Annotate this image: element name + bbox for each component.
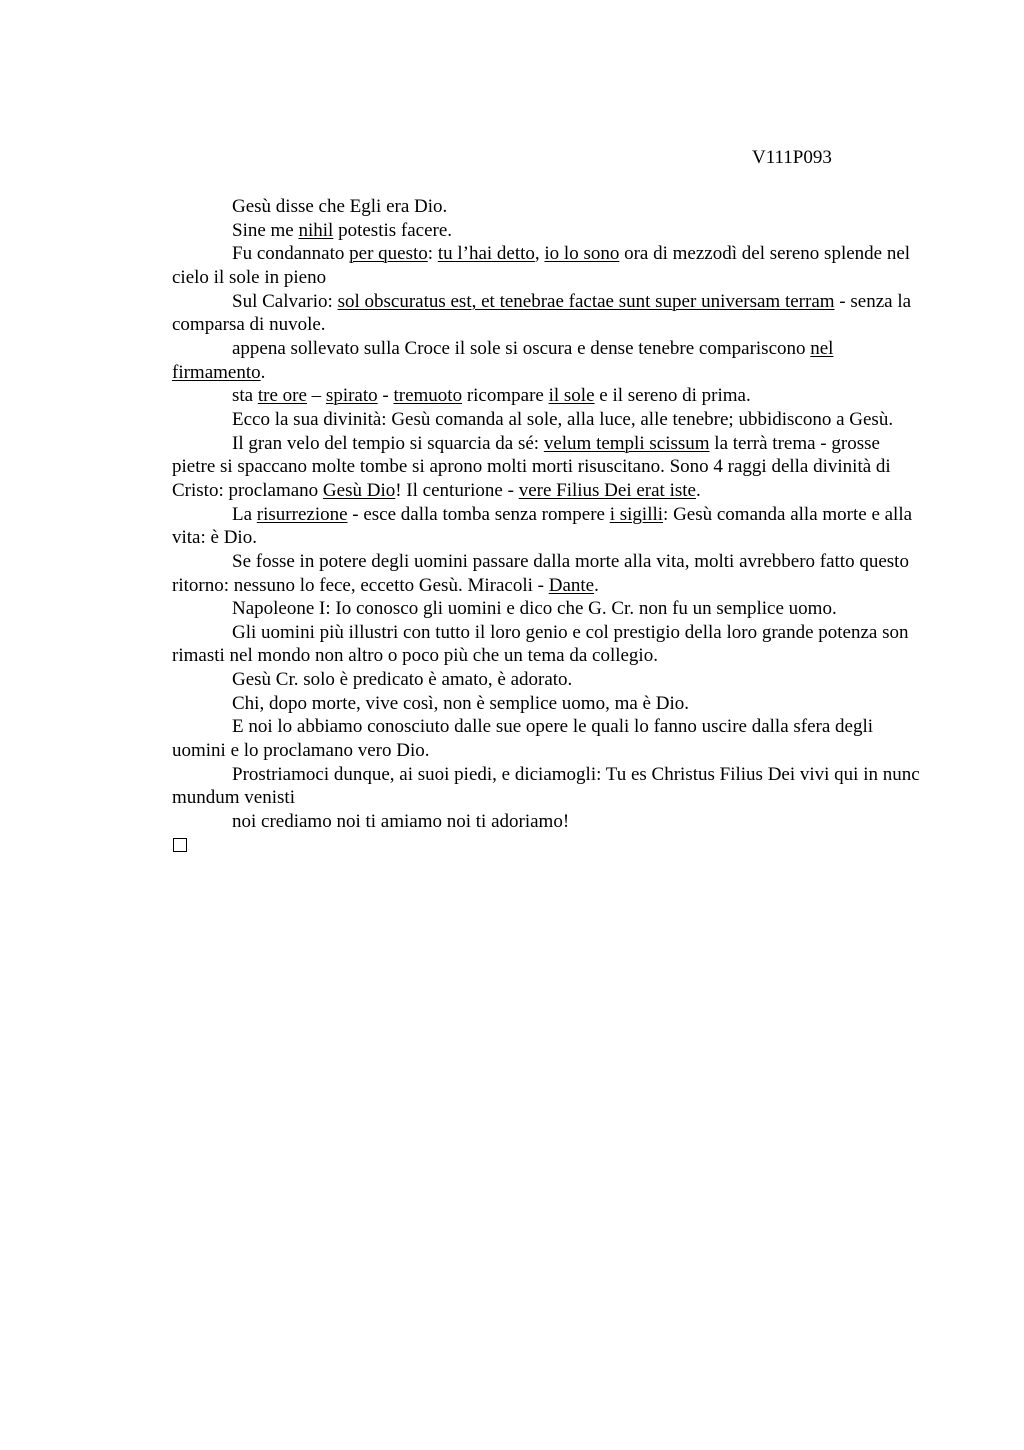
end-square-icon xyxy=(173,838,187,852)
paragraph xyxy=(172,384,922,408)
paragraph xyxy=(172,621,922,668)
text-segment: . xyxy=(594,574,599,596)
underlined-text: velum templi scissum xyxy=(543,432,710,454)
text-segment: La xyxy=(232,503,257,525)
paragraph xyxy=(172,715,922,762)
text-segment: – xyxy=(306,385,326,407)
text-segment: Il gran velo del tempio si squarcia da sé: xyxy=(232,432,544,454)
text-segment: Sul Calvario: xyxy=(232,290,338,312)
underlined-text: io lo sono xyxy=(544,243,620,265)
text-segment: Gesù Cr. solo è predicato è amato, è adorato. xyxy=(232,669,573,691)
text-segment: Sine me xyxy=(232,219,299,241)
text-segment: appena sollevato sulla Croce il sole si oscura e dense tenebre compariscono xyxy=(232,337,811,359)
underlined-text: risurrezione xyxy=(256,503,348,525)
underlined-text: sol obscuratus est, et tenebrae factae sunt super universam terram xyxy=(337,290,835,312)
text-segment: Se fosse in potere degli uomini passare dalla morte alla vita, molti avrebbero fatto questo ritorno: nessuno lo fece, eccetto Gesù. Miracoli - xyxy=(172,550,909,596)
paragraph xyxy=(172,337,922,384)
text-segment: - xyxy=(377,385,394,407)
paragraph xyxy=(172,408,922,432)
underlined-text: i sigilli xyxy=(609,503,664,525)
underlined-text: il sole xyxy=(548,385,595,407)
paragraph xyxy=(172,432,922,503)
text-segment: ricompare xyxy=(462,385,549,407)
underlined-text: vere Filius Dei erat iste xyxy=(518,479,696,501)
text-segment: Prostriamoci dunque, ai suoi piedi, e diciamogli: Tu es Christus Filius Dei vivi qui in nunc mundum venisti xyxy=(172,763,920,809)
text-segment: : Gesù comanda alla morte e alla vita: è Dio. xyxy=(172,503,913,549)
text-segment: - senza la comparsa di nuvole. xyxy=(172,290,912,336)
text-segment: : xyxy=(427,243,438,265)
text-segment: E noi lo abbiamo conosciuto dalle sue opere le quali lo fanno uscire dalla sfera degli uomini e lo proclamano vero Dio. xyxy=(172,716,874,762)
text-segment: Napoleone I: Io conosco gli uomini e dico che G. Cr. non fu un semplice uomo. xyxy=(232,598,837,620)
paragraph xyxy=(172,810,922,834)
paragraph xyxy=(172,242,922,289)
paragraph xyxy=(172,763,922,810)
text-segment: e il sereno di prima. xyxy=(594,385,751,407)
text-segment: potestis facere. xyxy=(333,219,453,241)
text-segment: la terrà trema - grosse pietre si spaccano molte tombe si aprono molti morti risuscitano. Sono 4 raggi della divinità di Cristo: proclamano xyxy=(172,432,891,501)
paragraph xyxy=(172,668,922,692)
paragraph xyxy=(172,692,922,716)
underlined-text: per questo xyxy=(349,243,428,265)
paragraph xyxy=(172,503,922,550)
text-segment: , xyxy=(534,243,545,265)
text-segment: Fu condannato xyxy=(232,243,350,265)
underlined-text: tre ore xyxy=(257,385,307,407)
underlined-text: tremuoto xyxy=(393,385,463,407)
text-segment: . xyxy=(260,361,266,383)
end-marker-line xyxy=(172,834,922,859)
text-segment: . xyxy=(695,479,701,501)
document-body xyxy=(172,195,922,858)
paragraph xyxy=(172,290,922,337)
paragraph xyxy=(172,597,922,621)
page-identifier: V111P093 xyxy=(752,147,832,168)
text-segment: Chi, dopo morte, vive così, non è semplice uomo, ma è Dio. xyxy=(232,692,689,714)
paragraph xyxy=(172,195,922,219)
text-segment: sta xyxy=(232,385,258,407)
underlined-text: spirato xyxy=(325,385,378,407)
text-segment: Gli uomini più illustri con tutto il loro genio e col prestigio della loro grande potenza son rimasti nel mondo non altro o poco più che un tema da collegio. xyxy=(172,621,909,667)
underlined-text: tu l’hai detto xyxy=(437,243,535,265)
text-segment: ora di mezzodì del sereno splende nel cielo il sole in pieno xyxy=(172,243,911,288)
underlined-text: Gesù Dio xyxy=(322,479,396,501)
text-segment: - esce dalla tomba senza rompere xyxy=(347,503,610,525)
text-segment: noi crediamo noi ti amiamo noi ti adoriamo! xyxy=(232,811,570,833)
text-segment: Ecco la sua divinità: Gesù comanda al sole, alla luce, alle tenebre; ubbidiscono a Gesù. xyxy=(232,408,894,430)
underlined-text: nel firmamento xyxy=(172,337,834,383)
text-segment: ! Il centurione - xyxy=(395,479,519,501)
paragraph xyxy=(172,219,922,243)
underlined-text: Dante xyxy=(548,574,595,596)
paragraph xyxy=(172,550,922,597)
underlined-text: nihil xyxy=(298,219,334,241)
text-segment: Gesù disse che Egli era Dio. xyxy=(232,196,448,217)
